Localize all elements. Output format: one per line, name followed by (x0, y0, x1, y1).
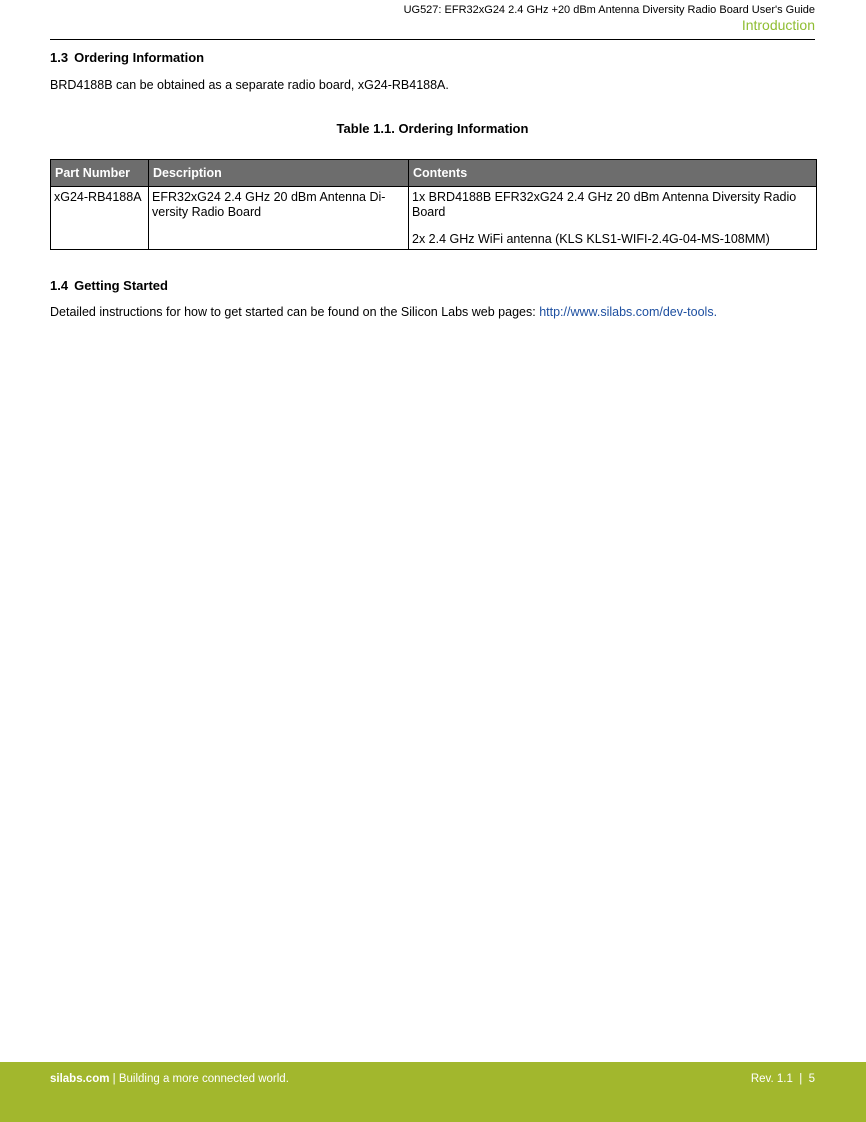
table-header-row (51, 160, 817, 187)
table-caption: Table 1.1. Ordering Information (336, 121, 529, 136)
column-header-description: Description (149, 160, 409, 187)
site-link[interactable]: silabs.com (50, 1073, 110, 1085)
section-number: 1.3 (50, 50, 69, 65)
column-header-part-number: Part Number (51, 160, 149, 187)
footer-tagline: Building a more connected world. (118, 1073, 289, 1085)
footer-separator: | (109, 1073, 119, 1085)
getting-started-paragraph (50, 304, 717, 320)
dev-tools-link[interactable]: http://www.silabs.com/dev-tools (539, 305, 714, 319)
description-line: versity Radio Board (152, 205, 262, 219)
section-number: 1.4 (50, 278, 69, 293)
page-header (50, 0, 815, 40)
section-heading-getting-started (50, 278, 168, 294)
description-cell (149, 187, 409, 250)
section-heading-ordering (50, 50, 204, 66)
document-title: UG527: EFR32xG24 2.4 GHz +20 dBm Antenna Diversity Radio Board User's Guide (403, 4, 815, 16)
contents-cell (409, 187, 817, 250)
contents-item: 1x BRD4188B EFR32xG24 2.4 GHz 20 dBm Antenna Diversity Radio (412, 190, 797, 204)
part-number-cell: xG24-RB4188A (51, 187, 149, 250)
chapter-name: Introduction (741, 17, 815, 33)
column-header-contents: Contents (409, 160, 817, 187)
section-title: Getting Started (74, 278, 168, 293)
section-title: Ordering Information (74, 50, 205, 65)
ordering-table (50, 159, 817, 250)
page-footer (0, 1062, 866, 1122)
contents-item-continuation: Board (412, 205, 446, 219)
footer-branding (50, 1073, 289, 1085)
table-row (51, 187, 817, 250)
paragraph-period: . (713, 305, 718, 319)
revision-page-number: Rev. 1.1 | 5 (750, 1073, 815, 1085)
ordering-paragraph: BRD4188B can be obtained as a separate radio board, xG24-RB4188A. (50, 78, 449, 92)
description-line: EFR32xG24 2.4 GHz 20 dBm Antenna Di- (152, 190, 386, 204)
contents-item: 2x 2.4 GHz WiFi antenna (KLS KLS1-WIFI-2.4G-04-MS-108MM) (412, 232, 770, 246)
paragraph-text: Detailed instructions for how to get started can be found on the Silicon Labs web pages: (50, 305, 540, 319)
